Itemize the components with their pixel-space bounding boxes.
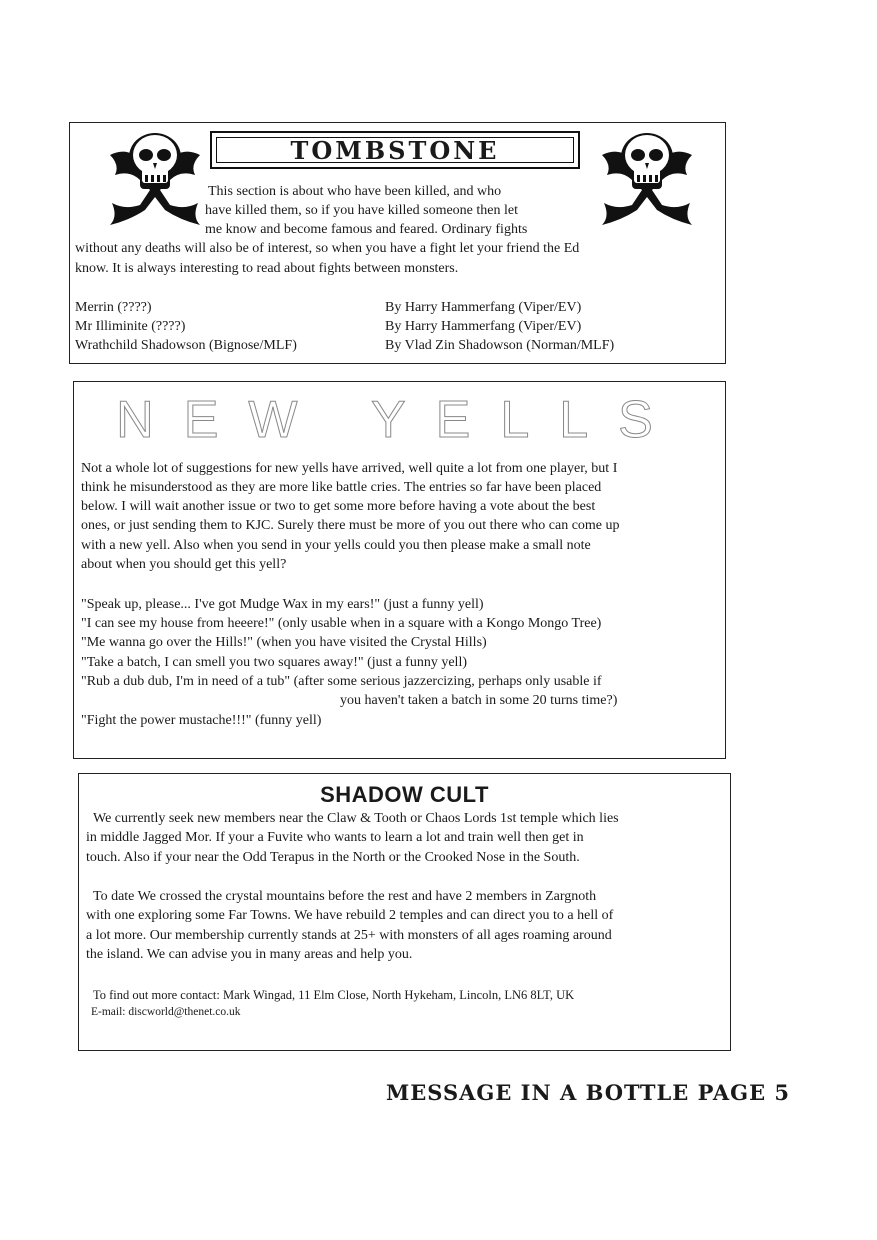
cult-para2-line: with one exploring some Far Towns. We have rebuild 2 temples and can direct you to a hell of xyxy=(86,908,614,923)
tombstone-intro-line: have killed them, so if you have killed someone then let xyxy=(205,203,518,218)
yells-intro-line: think he misunderstood as they are more like battle cries. The entries so far have been placed xyxy=(81,480,602,495)
kill-killer: By Harry Hammerfang (Viper/EV) xyxy=(385,319,582,334)
yell-entry: "Speak up, please... I've got Mudge Wax in my ears!" (just a funny yell) xyxy=(81,597,484,612)
cult-para2-line: the island. We can advise you in many areas and help you. xyxy=(86,947,413,962)
skull-crossbones-icon xyxy=(100,125,210,235)
yell-entry: "Me wanna go over the Hills!" (when you have visited the Crystal Hills) xyxy=(81,635,487,650)
shadow-cult-section xyxy=(78,773,731,1051)
tombstone-section xyxy=(69,122,726,364)
skull-crossbones-icon xyxy=(592,125,702,235)
cult-email[interactable]: E-mail: discworld@thenet.co.uk xyxy=(91,1006,241,1018)
kill-killer: By Vlad Zin Shadowson (Norman/MLF) xyxy=(385,338,615,353)
yells-intro-line: about when you should get this yell? xyxy=(81,557,287,572)
cult-para1-line: touch. Also if your near the Odd Terapus in the North or the Crooked Nose in the South. xyxy=(86,850,580,865)
shadow-cult-title: SHADOW CULT xyxy=(320,782,489,807)
yell-entry-continuation: you haven't taken a batch in some 20 turns time?) xyxy=(340,693,618,708)
yells-intro-line: below. I will wait another issue or two to get some more before having a vote about the best xyxy=(81,499,596,514)
yell-entry: "I can see my house from heeere!" (only usable when in a square with a Kongo Mongo Tree) xyxy=(81,616,602,631)
tombstone-title: TOMBSTONE xyxy=(216,137,574,163)
yell-entry: "Take a batch, I can smell you two squares away!" (just a funny yell) xyxy=(81,655,467,670)
yell-entry: "Fight the power mustache!!!" (funny yell) xyxy=(81,713,322,728)
cult-contact: To find out more contact: Mark Wingad, 11 Elm Close, North Hykeham, Lincoln, LN6 8LT, UK xyxy=(93,988,575,1002)
yells-intro-line: with a new yell. Also when you send in your yells could you then please make a small note xyxy=(81,538,591,553)
cult-para1-line: in middle Jagged Mor. If your a Fuvite who wants to learn a lot and train well then get in xyxy=(86,830,584,845)
tombstone-intro-line: know. It is always interesting to read about fights between monsters. xyxy=(75,261,459,276)
yells-intro-line: ones, or just sending them to KJC. Surely there must be more of you out there who can come up xyxy=(81,518,620,533)
tombstone-intro-line: without any deaths will also be of interest, so when you have a fight let your friend the Ed xyxy=(75,241,580,256)
kill-killer: By Harry Hammerfang (Viper/EV) xyxy=(385,300,582,315)
cult-para2-line: a lot more. Our membership currently stands at 25+ with monsters of all ages roaming around xyxy=(86,928,612,943)
kill-victim: Merrin (????) xyxy=(75,300,152,315)
tombstone-intro-line: me know and become famous and feared. Ordinary fights xyxy=(205,222,528,237)
yells-intro-line: Not a whole lot of suggestions for new yells have arrived, well quite a lot from one player, but I xyxy=(81,461,618,476)
tombstone-intro-line: This section is about who have been killed, and who xyxy=(208,184,502,199)
yell-entry: "Rub a dub dub, I'm in need of a tub" (after some serious jazzercizing, perhaps only usable if xyxy=(81,674,602,689)
kill-victim: Wrathchild Shadowson (Bignose/MLF) xyxy=(75,338,297,353)
cult-para2-line: To date We crossed the crystal mountains before the rest and have 2 members in Zargnoth xyxy=(93,889,597,904)
new-yells-title: NEW YELLS xyxy=(116,391,683,449)
page-footer: MESSAGE IN A BOTTLE PAGE 5 xyxy=(386,1080,791,1105)
tombstone-title-frame xyxy=(210,131,580,169)
new-yells-section xyxy=(73,381,726,759)
cult-para1-line: We currently seek new members near the Claw & Tooth or Chaos Lords 1st temple which lies xyxy=(93,811,619,826)
kill-victim: Mr Illiminite (????) xyxy=(75,319,186,334)
